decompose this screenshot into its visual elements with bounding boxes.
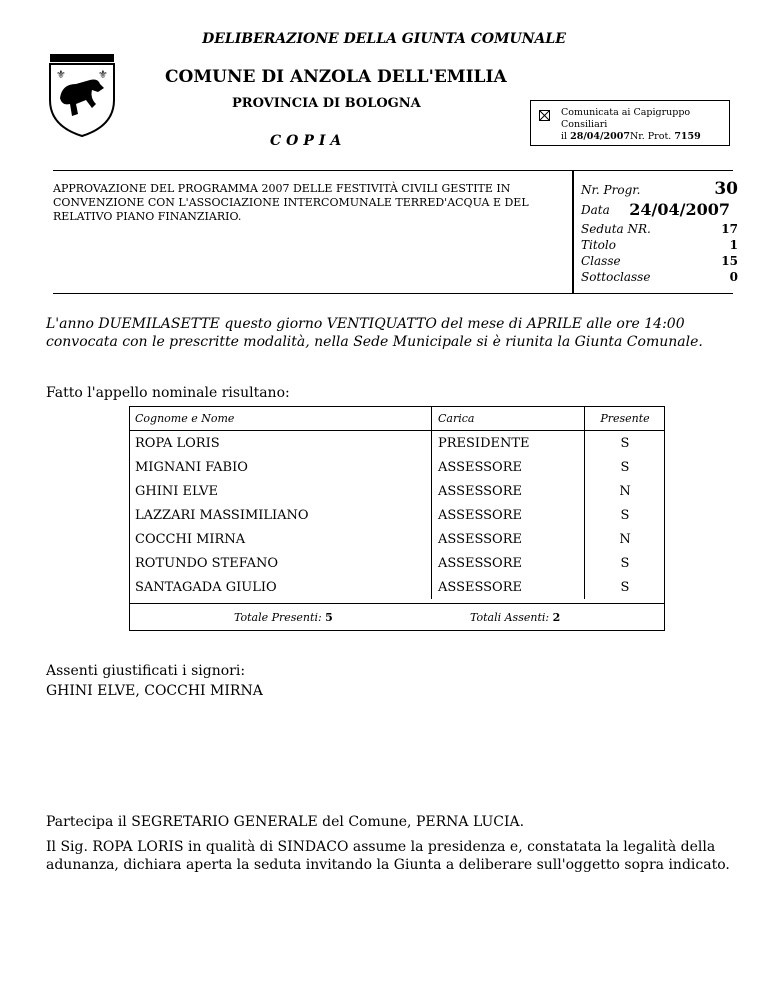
header-role: Carica [432,406,585,431]
attendance-totals [129,603,665,631]
svg-text:⚜: ⚜ [56,68,66,81]
total-absent-value: 2 [552,611,561,624]
comune-name: COMUNE DI ANZOLA DELL'EMILIA [165,67,507,87]
secretary-statement: Partecipa il SEGRETARIO GENERALE del Comune, PERNA LUCIA. [46,814,525,830]
member-present: S [620,579,630,595]
communication-line: Comunicata ai Capigruppo Consiliari [561,107,691,130]
member-present: N [619,531,631,547]
member-role: ASSESSORE [432,503,585,527]
member-name: MIGNANI FABIO [129,455,432,479]
il-label: il [561,131,571,142]
table-row [129,479,665,503]
seduta-label: Seduta NR. [581,222,651,236]
data-value: 24/04/2007 [629,200,730,219]
member-role: ASSESSORE [432,575,585,599]
member-name: COCCHI MIRNA [129,527,432,551]
prot-label: Nr. Prot. [629,131,675,142]
table-row [129,431,665,456]
document-type-title: DELIBERAZIONE DELLA GIUNTA COMUNALE [202,31,566,47]
provincia-name: PROVINCIA DI BOLOGNA [232,96,421,111]
total-absent [470,611,560,624]
member-name: GHINI ELVE [129,479,432,503]
header-name: Cognome e Nome [129,406,432,431]
total-present-value: 5 [325,611,333,624]
table-row [129,527,665,551]
progr-label: Nr. Progr. [581,183,641,197]
justified-absent-names: GHINI ELVE, COCCHI MIRNA [46,683,263,699]
meta-classe [581,254,738,268]
total-present-label: Totale Presenti: [234,611,322,624]
svg-text:⚜: ⚜ [98,68,108,81]
member-role: PRESIDENTE [432,431,585,456]
table-row [129,575,665,599]
header-present: Presente [585,406,666,431]
member-role: ASSESSORE [432,455,585,479]
meta-divider [572,171,574,293]
member-role: ASSESSORE [432,527,585,551]
attendance-header-row [129,406,665,431]
titolo-label: Titolo [581,238,616,252]
meta-sottoclasse [581,270,738,284]
member-present: S [620,435,630,451]
meta-progr [581,179,738,199]
sottoclasse-value: 0 [729,270,738,284]
total-absent-label: Totali Assenti: [470,611,550,624]
table-row [129,503,665,527]
checked-box-icon [539,110,550,121]
attendance-table [129,406,665,599]
meta-seduta [581,222,738,236]
meta-titolo [581,238,738,252]
table-row [129,551,665,575]
seduta-value: 17 [721,222,738,236]
divider-bottom [53,293,733,294]
classe-value: 15 [721,254,738,268]
member-name: SANTAGADA GIULIO [129,575,432,599]
member-role: ASSESSORE [432,551,585,575]
meta-data [581,200,738,219]
communication-box [530,100,730,146]
presidency-statement: Il Sig. ROPA LORIS in qualità di SINDACO assume la presidenza e, constatata la legalità della adunanza, dichiara aperta la seduta invitando la Giunta a deliberare sull'oggetto sopra indicato. [46,839,730,873]
deliberation-subject: APPROVAZIONE DEL PROGRAMMA 2007 DELLE FESTIVITÀ CIVILI GESTITE IN CONVENZIONE CON L'ASSOCIAZIONE INTERCOMUNALE TERRED'ACQUA E DEL RELATIVO PIANO FINANZIARIO. [53,182,529,223]
member-present: S [620,459,630,475]
copia-label: COPIA [270,133,347,149]
prot-number: 7159 [674,131,701,142]
justified-absent-label: Assenti giustificati i signori: [46,663,246,679]
communication-date-line [561,131,725,143]
member-name: LAZZARI MASSIMILIANO [129,503,432,527]
member-name: ROPA LORIS [129,431,432,456]
progr-value: 30 [714,179,738,199]
member-role: ASSESSORE [432,479,585,503]
municipal-crest-logo [46,54,118,138]
member-name: ROTUNDO STEFANO [129,551,432,575]
communication-date: 28/04/2007 [570,131,630,142]
classe-label: Classe [581,254,621,268]
session-intro: L'anno DUEMILASETTE questo giorno VENTIQUATTO del mese di APRILE alle ore 14:00 convocata con le prescritte modalità, nella Sede Municipale si è riunita la Giunta Comunale. [46,316,703,350]
member-present: S [620,555,630,571]
sottoclasse-label: Sottoclasse [581,270,651,284]
data-label: Data [581,203,610,217]
titolo-value: 1 [729,238,738,252]
roll-call-intro: Fatto l'appello nominale risultano: [46,385,290,401]
divider-top [53,170,733,171]
member-present: N [619,483,631,499]
table-row [129,455,665,479]
total-present [234,611,333,624]
member-present: S [620,507,630,523]
